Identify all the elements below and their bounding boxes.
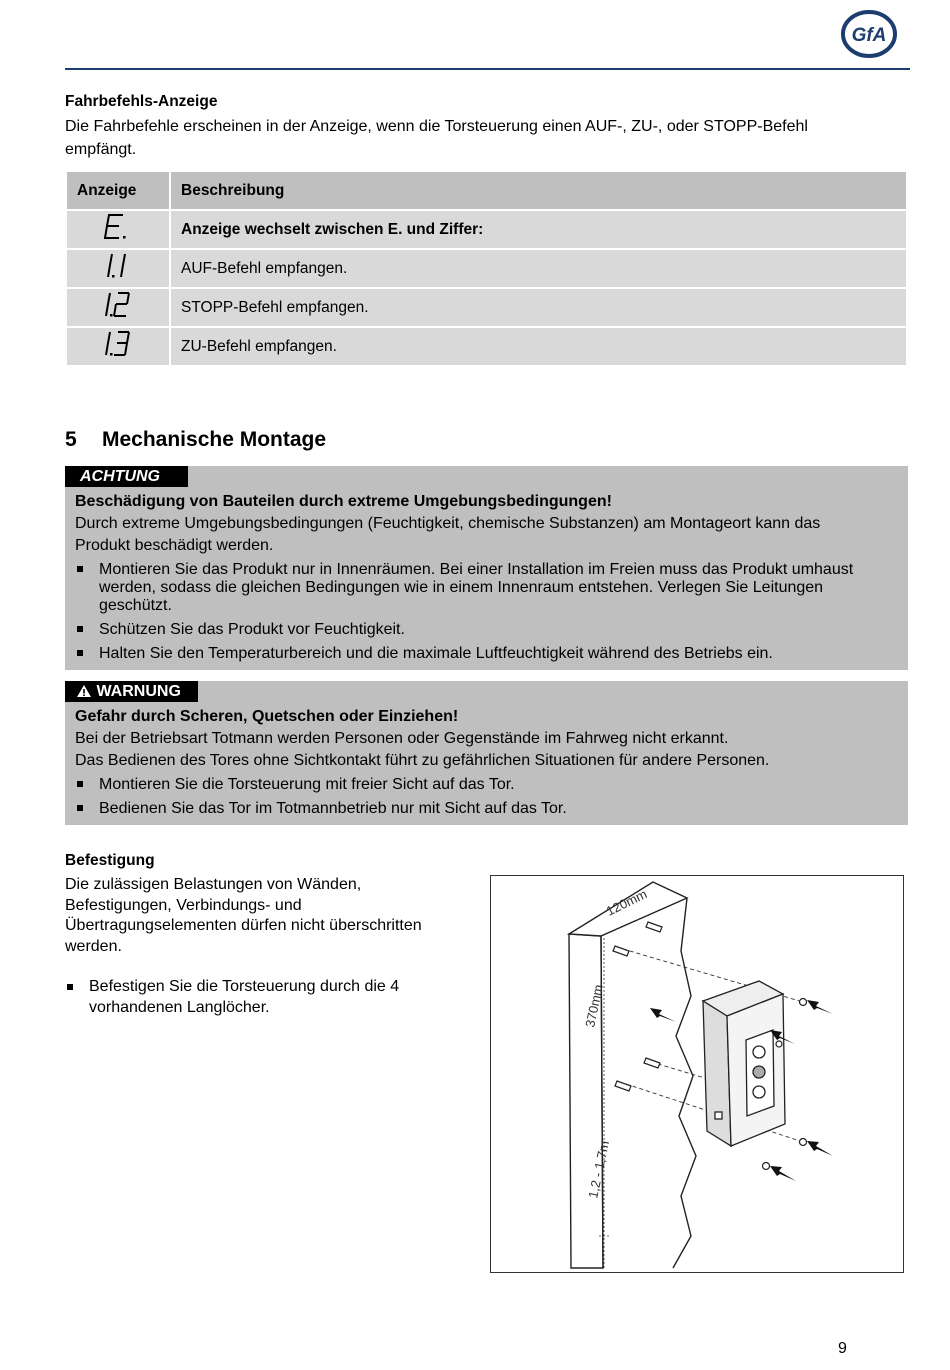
table-cell-description: ZU-Befehl empfangen.	[170, 327, 907, 366]
list-item: Bedienen Sie das Tor im Totmannbetrieb nur mit Sicht auf das Tor.	[75, 800, 898, 818]
gfa-logo	[840, 9, 898, 59]
mounting-figure	[490, 875, 904, 1273]
segment-display-1-1	[66, 249, 170, 288]
list-item: Montieren Sie die Torsteuerung mit freier Sicht auf das Tor.	[75, 776, 898, 794]
notice-warnung	[65, 681, 908, 825]
achtung-tag: ACHTUNG	[65, 466, 188, 487]
table-row	[66, 210, 907, 249]
display-heading: Fahrbefehls-Anzeige	[65, 93, 218, 110]
segment-display-1-2	[66, 288, 170, 327]
table-cell-description: AUF-Befehl empfangen.	[170, 249, 907, 288]
befestigung-heading: Befestigung	[65, 852, 155, 869]
segment-display-e	[66, 210, 170, 249]
notice-achtung	[65, 466, 908, 670]
section-title: 5 Mechanische Montage	[65, 428, 327, 451]
warning-triangle-icon	[76, 684, 92, 698]
warnung-tag: WARNUNG	[65, 681, 198, 702]
warnung-text: Das Bedienen des Tores ohne Sichtkontakt führt zu gefährlichen Situationen für andere Personen.	[75, 752, 770, 769]
table-row	[66, 327, 907, 366]
display-intro: Die Fahrbefehle erscheinen in der Anzeige, wenn die Torsteuerung einen AUF-, ZU-, oder STOPP-Befehl empfängt.	[65, 118, 808, 158]
dimension-mount-label: 1,2 - 1,7m	[585, 1139, 613, 1200]
list-item: Halten Sie den Temperaturbereich und die maximale Luftfeuchtigkeit während des Betriebs ein.	[75, 645, 898, 663]
dimension-height-label: 370mm	[582, 983, 606, 1029]
page-number: 9	[838, 1340, 847, 1357]
achtung-text: Produkt beschädigt werden.	[75, 537, 274, 554]
header-rule	[65, 68, 910, 70]
display-table	[65, 170, 908, 367]
table-cell-description: STOPP-Befehl empfangen.	[170, 288, 907, 327]
befestigung-text: Die zulässigen Belastungen von Wänden, Befestigungen, Verbindungs- und Übertragungselementen dürfen nicht überschritten werden.	[65, 876, 422, 955]
table-header-row	[66, 171, 907, 210]
warnung-title: Gefahr durch Scheren, Quetschen oder Einziehen!	[75, 708, 459, 725]
befestigung-bullet: Befestigen Sie die Torsteuerung durch die 4 vorhandenen Langlöcher.	[65, 977, 499, 1018]
achtung-text: Durch extreme Umgebungsbedingungen (Feuchtigkeit, chemische Substanzen) am Montageort kann das	[75, 515, 821, 532]
achtung-bullets	[75, 561, 898, 663]
table-row	[66, 249, 907, 288]
svg-text:GfA: GfA	[851, 25, 887, 46]
segment-display-1-3	[66, 327, 170, 366]
mounting-illustration	[491, 876, 902, 1271]
column-header-display: Anzeige	[66, 171, 170, 210]
list-item: Montieren Sie das Produkt nur in Innenräumen. Bei einer Installation im Freien muss das Produkt umhaust werden, sodass die gleichen Bedingungen wie in einem Innenraum entstehen. Verlegen Sie Leitungen geschützt.	[75, 561, 898, 615]
column-header-description: Beschreibung	[170, 171, 907, 210]
warnung-bullets	[75, 776, 898, 818]
list-item: Schützen Sie das Produkt vor Feuchtigkeit.	[75, 621, 898, 639]
warnung-text: Bei der Betriebsart Totmann werden Personen oder Gegenstände im Fahrweg nicht erkannt.	[75, 730, 729, 747]
table-row	[66, 288, 907, 327]
achtung-title: Beschädigung von Bauteilen durch extreme Umgebungsbedingungen!	[75, 493, 612, 510]
table-cell-description: Anzeige wechselt zwischen E. und Ziffer:	[170, 210, 907, 249]
dimension-width-label: 120mm	[603, 886, 650, 919]
